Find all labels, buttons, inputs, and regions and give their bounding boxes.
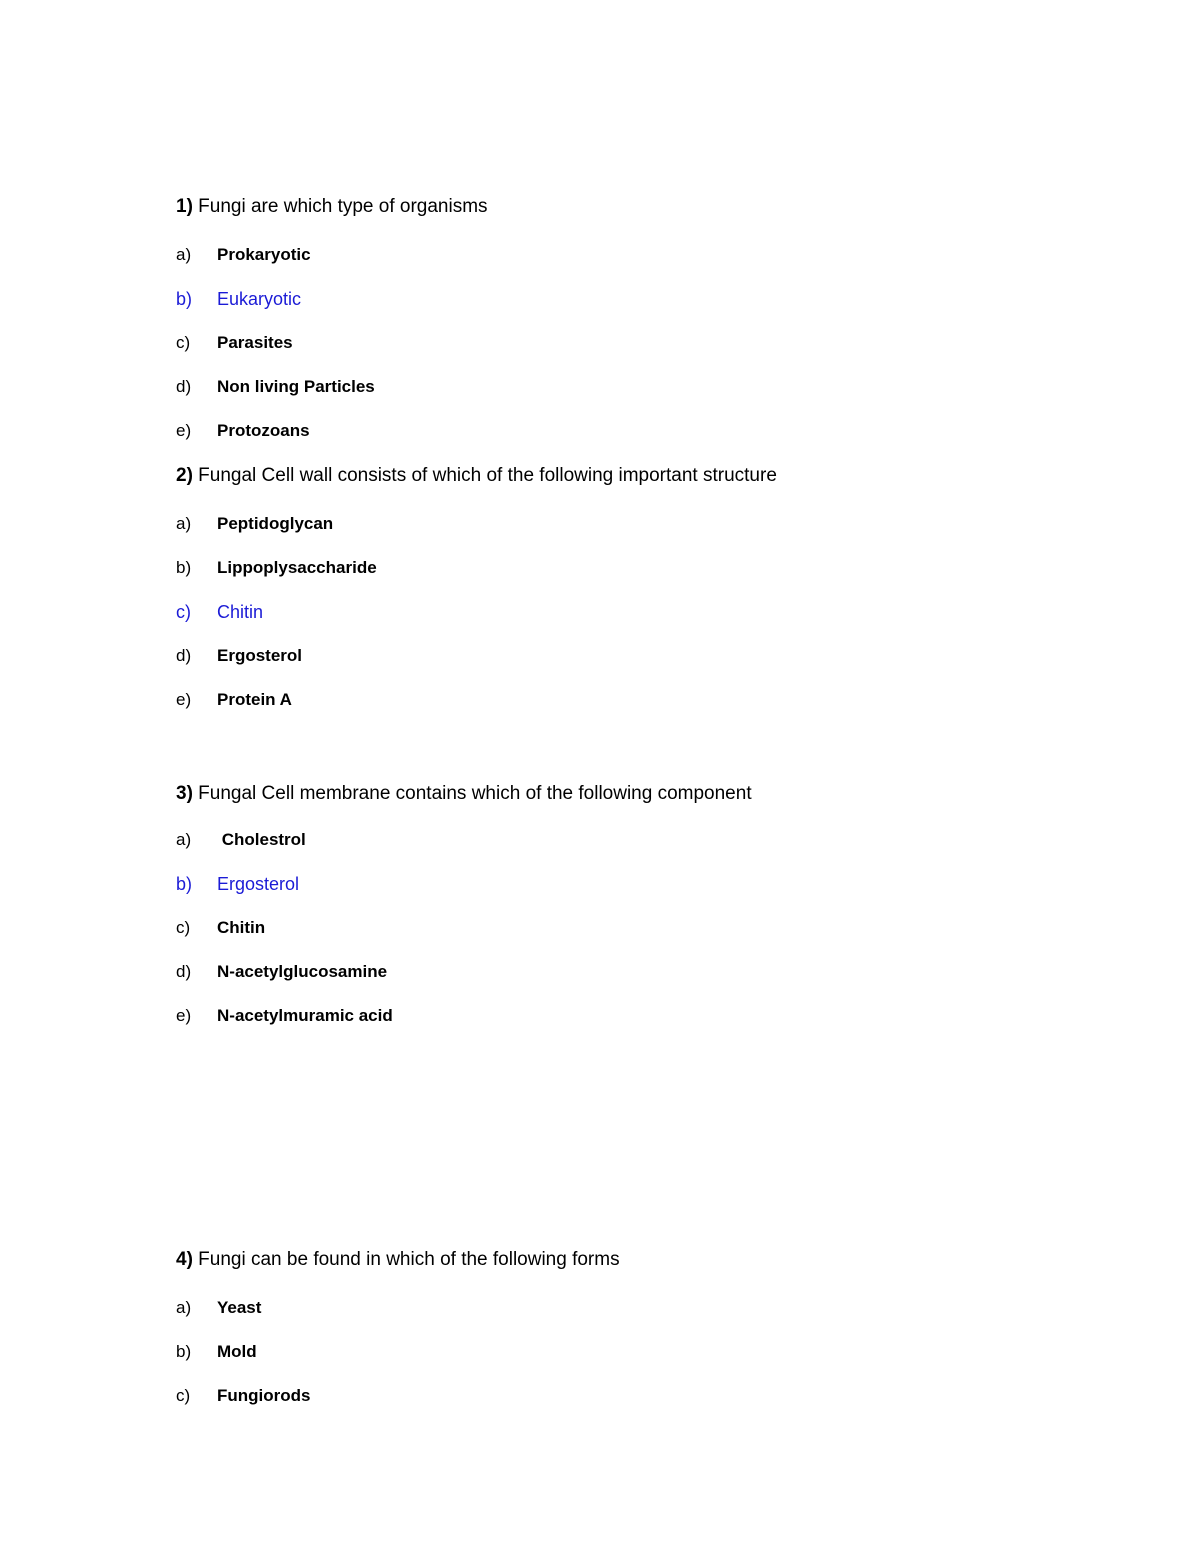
question-2-text — [176, 464, 1076, 488]
option-text: Non living Particles — [217, 377, 375, 396]
option-2d — [176, 644, 1076, 668]
question-2 — [176, 464, 1076, 712]
option-text: Eukaryotic — [217, 289, 302, 309]
option-letter: d) — [176, 962, 192, 981]
option-letter: c) — [176, 333, 191, 352]
option-letter: b) — [176, 874, 193, 894]
option-1a — [176, 243, 1076, 267]
option-text: Peptidoglycan — [217, 514, 334, 533]
option-text: Mold — [217, 1342, 257, 1361]
question-number: 1) — [176, 196, 193, 217]
option-letter: d) — [176, 646, 192, 665]
option-letter: c) — [176, 918, 191, 937]
option-text: Chitin — [217, 918, 266, 937]
option-letter: d) — [176, 377, 192, 396]
option-letter: b) — [176, 289, 193, 309]
option-letter: a) — [176, 1298, 192, 1317]
option-3e — [176, 1004, 1076, 1028]
option-3c — [176, 916, 1076, 940]
option-4a — [176, 1296, 1076, 1320]
option-text: N-acetylglucosamine — [217, 962, 388, 981]
option-text: Cholestrol — [217, 830, 306, 849]
option-text: Chitin — [217, 602, 264, 622]
option-4c — [176, 1384, 1076, 1408]
question-3 — [176, 782, 1076, 1028]
option-1d — [176, 375, 1076, 399]
option-letter: b) — [176, 558, 192, 577]
option-letter: c) — [176, 602, 191, 622]
question-4 — [176, 1248, 1076, 1408]
option-letter: c) — [176, 1386, 191, 1405]
option-3d — [176, 960, 1076, 984]
option-2a — [176, 512, 1076, 536]
option-1c — [176, 331, 1076, 355]
question-label: Fungi can be found in which of the following forms — [192, 1249, 620, 1270]
option-letter: b) — [176, 1342, 192, 1361]
question-label: Fungal Cell membrane contains which of the following component — [192, 783, 752, 804]
option-2e — [176, 688, 1076, 712]
question-number: 4) — [176, 1249, 193, 1270]
question-1 — [176, 195, 1076, 443]
option-text: Yeast — [217, 1298, 262, 1317]
option-letter: a) — [176, 245, 192, 264]
option-3a — [176, 828, 1076, 852]
option-text: Prokaryotic — [217, 245, 311, 264]
option-letter: e) — [176, 421, 192, 440]
question-number: 2) — [176, 465, 193, 486]
option-1e — [176, 419, 1076, 443]
option-text: Ergosterol — [217, 646, 303, 665]
option-text: N-acetylmuramic acid — [217, 1006, 393, 1025]
question-3-text — [176, 782, 1076, 806]
option-letter: e) — [176, 690, 192, 709]
option-1b-correct — [176, 287, 1076, 311]
option-letter: e) — [176, 1006, 192, 1025]
option-2c-correct — [176, 600, 1076, 624]
option-text: Fungiorods — [217, 1386, 311, 1405]
option-text: Parasites — [217, 333, 293, 352]
question-label: Fungal Cell wall consists of which of the following important structure — [192, 465, 777, 486]
option-letter: a) — [176, 514, 192, 533]
question-1-text — [176, 195, 1076, 219]
option-4b — [176, 1340, 1076, 1364]
option-text: Ergosterol — [217, 874, 300, 894]
question-number: 3) — [176, 783, 193, 804]
option-text: Lippoplysaccharide — [217, 558, 377, 577]
question-4-text — [176, 1248, 1076, 1272]
option-2b — [176, 556, 1076, 580]
question-label: Fungi are which type of organisms — [192, 196, 488, 217]
option-letter: a) — [176, 830, 192, 849]
option-text: Protozoans — [217, 421, 310, 440]
option-text: Protein A — [217, 690, 292, 709]
option-3b-correct — [176, 872, 1076, 896]
